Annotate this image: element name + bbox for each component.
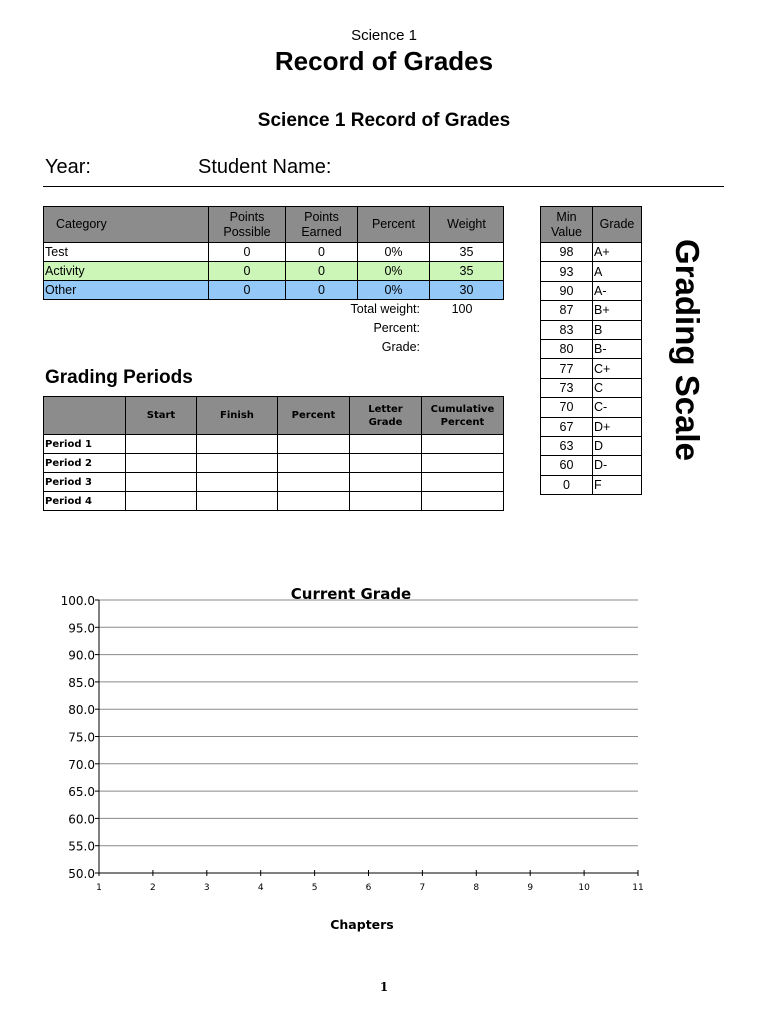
category-row-activity (44, 262, 504, 281)
scale-min-value[interactable]: 90 (541, 281, 593, 300)
header-divider (43, 186, 724, 187)
category-table (43, 206, 504, 300)
scale-min-value[interactable]: 70 (541, 398, 593, 417)
scale-grade[interactable]: C+ (593, 359, 642, 378)
cell[interactable]: Test (44, 243, 209, 262)
scale-min-value[interactable]: 87 (541, 301, 593, 320)
scale-grade[interactable]: B+ (593, 301, 642, 320)
y-tick-label: 65.0 (68, 785, 95, 800)
scale-row (541, 436, 642, 455)
total-weight-label: Total weight: (350, 302, 420, 316)
chart-grid (99, 600, 638, 873)
cell[interactable] (197, 435, 278, 454)
y-tick-label: 50.0 (68, 867, 95, 881)
subject-label: Science 1 (351, 27, 417, 44)
x-tick-label: 10 (578, 883, 590, 893)
cell[interactable] (278, 492, 350, 511)
period-row (44, 473, 504, 492)
cell[interactable]: 0% (358, 262, 430, 281)
chart-title: Current Grade (290, 585, 412, 603)
cell[interactable]: Other (44, 281, 209, 300)
header-weight: Weight (430, 207, 504, 243)
scale-row (541, 475, 642, 494)
y-tick-label: 70.0 (68, 757, 95, 772)
cell[interactable] (422, 454, 504, 473)
cell[interactable]: 0% (358, 281, 430, 300)
grade-label: Grade: (381, 340, 420, 354)
grading-periods-table (43, 396, 504, 511)
period-label: Period 2 (44, 454, 126, 473)
scale-grade[interactable]: B- (593, 339, 642, 358)
cell[interactable] (422, 492, 504, 511)
chart-y-ticks (61, 594, 99, 881)
cell[interactable] (126, 435, 197, 454)
scale-grade[interactable]: A (593, 262, 642, 281)
scale-min-value[interactable]: 73 (541, 378, 593, 397)
cell[interactable]: Activity (44, 262, 209, 281)
scale-min-value[interactable]: 98 (541, 243, 593, 262)
category-row-other (44, 281, 504, 300)
header-percent: Percent (358, 207, 430, 243)
scale-row (541, 339, 642, 358)
page-title: Record of Grades (274, 46, 494, 76)
scale-row (541, 301, 642, 320)
cell[interactable]: 0 (209, 262, 286, 281)
scale-row (541, 456, 642, 475)
cell[interactable] (278, 435, 350, 454)
x-tick-label: 4 (257, 883, 264, 893)
scale-grade[interactable]: B (593, 320, 642, 339)
header-finish: Finish (197, 397, 278, 435)
cell[interactable]: 30 (430, 281, 504, 300)
category-row-test (44, 243, 504, 262)
scale-row (541, 359, 642, 378)
cell[interactable] (350, 492, 422, 511)
header-min-value: Min Value (541, 207, 593, 243)
chart-x-axis-label: Chapters (330, 917, 394, 932)
grading-scale-title: Grading Scale (669, 239, 706, 461)
scale-body (541, 243, 642, 495)
x-tick-label: 6 (365, 883, 372, 893)
x-tick-label: 3 (203, 883, 210, 893)
cell[interactable] (126, 454, 197, 473)
percent-label: Percent: (373, 321, 420, 335)
cell[interactable] (422, 435, 504, 454)
cell[interactable]: 0 (209, 243, 286, 262)
header-blank (44, 397, 126, 435)
grading-periods-title: Grading Periods (45, 367, 193, 388)
cell[interactable]: 35 (430, 243, 504, 262)
cell[interactable] (278, 454, 350, 473)
cell[interactable]: 0 (286, 262, 358, 281)
header-percent: Percent (278, 397, 350, 435)
scale-min-value[interactable]: 60 (541, 456, 593, 475)
page-number: 1 (379, 980, 389, 994)
scale-grade[interactable]: F (593, 475, 642, 494)
year-label: Year: (45, 156, 91, 178)
category-header-row (44, 207, 504, 243)
cell[interactable] (126, 492, 197, 511)
header-points-earned: Points Earned (286, 207, 358, 243)
header-cumulative-percent: Cumulative Percent (422, 397, 504, 435)
cell[interactable]: 0% (358, 243, 430, 262)
y-tick-label: 100.0 (60, 594, 95, 608)
cell[interactable]: 0 (286, 243, 358, 262)
scale-grade[interactable]: C- (593, 398, 642, 417)
scale-row (541, 417, 642, 436)
scale-row (541, 378, 642, 397)
x-tick-label: 8 (473, 883, 480, 893)
scale-row (541, 262, 642, 281)
x-tick-label: 5 (311, 883, 318, 893)
scale-min-value[interactable]: 80 (541, 339, 593, 358)
cell[interactable]: 0 (209, 281, 286, 300)
cell[interactable] (422, 473, 504, 492)
cell[interactable] (350, 454, 422, 473)
cell[interactable] (350, 473, 422, 492)
current-grade-chart (0, 575, 768, 945)
header-points-possible: Points Possible (209, 207, 286, 243)
x-tick-label: 9 (527, 883, 534, 893)
period-label: Period 3 (44, 473, 126, 492)
scale-min-value[interactable]: 67 (541, 417, 593, 436)
cell[interactable] (197, 492, 278, 511)
scale-row (541, 398, 642, 417)
cell[interactable] (126, 473, 197, 492)
cell[interactable] (197, 473, 278, 492)
period-label: Period 1 (44, 435, 126, 454)
period-row (44, 492, 504, 511)
scale-grade[interactable]: A- (593, 281, 642, 300)
scale-grade[interactable]: D- (593, 456, 642, 475)
scale-grade[interactable]: A+ (593, 243, 642, 262)
y-tick-label: 95.0 (68, 621, 95, 636)
y-tick-label: 55.0 (68, 839, 95, 854)
scale-header-row (541, 207, 642, 243)
section-title: Science 1 Record of Grades (257, 110, 511, 131)
y-tick-label: 75.0 (68, 730, 95, 745)
x-tick-label: 7 (419, 883, 426, 893)
header-category: Category (44, 207, 209, 243)
student-name-label: Student Name: (198, 156, 332, 178)
scale-min-value[interactable]: 93 (541, 262, 593, 281)
x-tick-label: 2 (150, 883, 156, 893)
header-grade: Grade (593, 207, 642, 243)
scale-min-value[interactable]: 63 (541, 436, 593, 455)
grading-scale-table (540, 206, 642, 495)
y-tick-label: 60.0 (68, 812, 95, 827)
cell[interactable] (350, 435, 422, 454)
header-letter-grade: Letter Grade (350, 397, 422, 435)
scale-min-value[interactable]: 83 (541, 320, 593, 339)
y-tick-label: 80.0 (68, 703, 95, 718)
y-tick-label: 90.0 (68, 648, 95, 663)
y-tick-label: 85.0 (68, 675, 95, 690)
cell[interactable] (278, 473, 350, 492)
header-start: Start (126, 397, 197, 435)
cell[interactable] (197, 454, 278, 473)
period-row (44, 454, 504, 473)
scale-row (541, 281, 642, 300)
x-tick-label: 11 (632, 883, 644, 893)
scale-row (541, 320, 642, 339)
scale-grade[interactable]: D (593, 436, 642, 455)
total-weight-value: 100 (451, 302, 473, 316)
cell[interactable]: 0 (286, 281, 358, 300)
scale-min-value[interactable]: 77 (541, 359, 593, 378)
period-header-row (44, 397, 504, 435)
scale-grade[interactable]: D+ (593, 417, 642, 436)
period-label: Period 4 (44, 492, 126, 511)
scale-min-value[interactable]: 0 (541, 475, 593, 494)
cell[interactable]: 35 (430, 262, 504, 281)
scale-grade[interactable]: C (593, 378, 642, 397)
period-row (44, 435, 504, 454)
x-tick-label: 1 (96, 883, 102, 893)
scale-row (541, 243, 642, 262)
